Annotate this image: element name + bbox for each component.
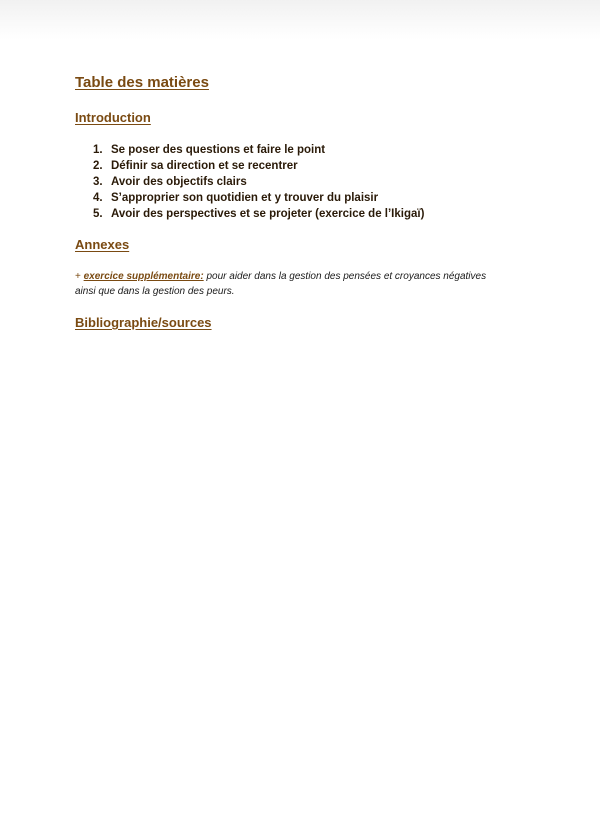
chapter-label: Définir sa direction et se recentrer <box>111 160 298 172</box>
chapter-list <box>93 142 424 222</box>
bibliography-heading[interactable]: Bibliographie/sources <box>75 315 212 330</box>
chapter-item[interactable] <box>93 206 424 222</box>
chapter-number: 5. <box>93 208 103 220</box>
chapter-label: Se poser des questions et faire le point <box>111 144 326 156</box>
toc-title: Table des matières <box>75 74 209 91</box>
top-shadow <box>0 0 600 40</box>
supplementary-exercise-link[interactable]: exercice supplémentaire: <box>83 271 204 282</box>
annex-paragraph <box>75 269 495 299</box>
chapter-item[interactable] <box>93 158 424 174</box>
chapter-number: 4. <box>93 192 103 204</box>
chapter-label: S’approprier son quotidien et y trouver du plaisir <box>111 192 379 204</box>
chapter-item[interactable] <box>93 142 424 158</box>
chapter-item[interactable] <box>93 190 424 206</box>
chapter-number: 2. <box>93 160 103 172</box>
chapter-label: Avoir des perspectives et se projeter (exercice de l’Ikigaï) <box>111 208 425 220</box>
plus-sign: + <box>75 271 81 282</box>
introduction-heading[interactable]: Introduction <box>75 110 151 125</box>
annex-description: pour aider dans la gestion des pensées et croyances négatives ainsi que dans la gestion des peurs. <box>75 271 487 297</box>
chapter-item[interactable] <box>93 174 424 190</box>
chapter-number: 3. <box>93 176 103 188</box>
chapter-number: 1. <box>93 144 103 156</box>
annexes-heading[interactable]: Annexes <box>75 237 130 252</box>
chapter-label: Avoir des objectifs clairs <box>111 176 247 188</box>
